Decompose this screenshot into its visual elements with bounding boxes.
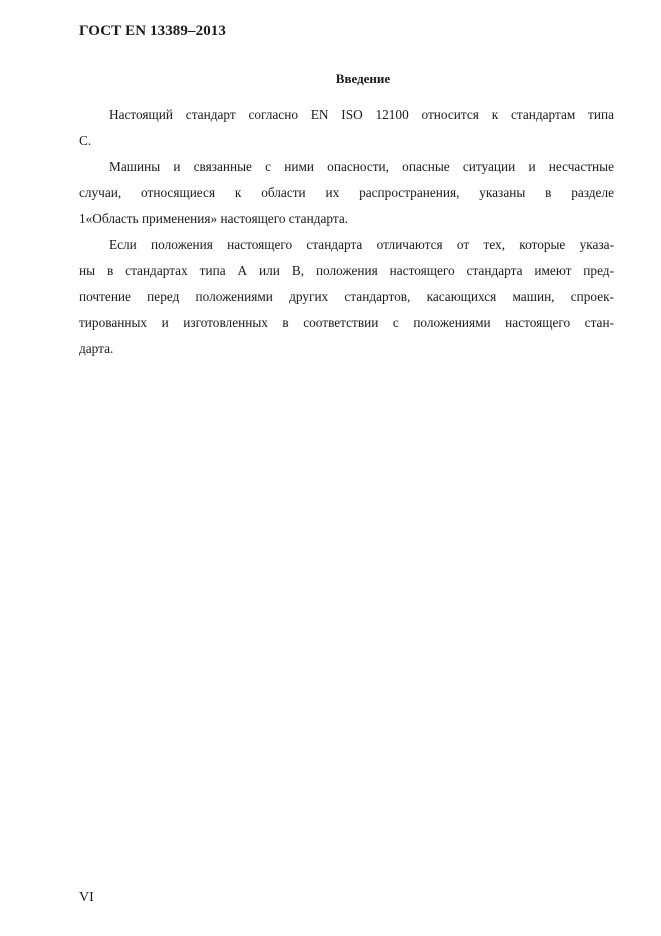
- paragraph-line: Если положения настоящего стандарта отличаются от тех, которые указа-: [109, 237, 614, 252]
- page-number: VI: [79, 890, 94, 905]
- paragraph-line: тированных и изготовленных в соответствии с положениями настоящего стан-: [79, 315, 614, 330]
- paragraph-line: Настоящий стандарт согласно EN ISO 12100 относится к стандартам типа: [109, 107, 614, 122]
- paragraph-line: Машины и связанные с ними опасности, опасные ситуации и несчастные: [109, 159, 614, 174]
- paragraph-line: С.: [79, 133, 92, 148]
- section-title: Введение: [335, 71, 391, 86]
- paragraph-line: 1«Область применения» настоящего стандарта.: [79, 211, 349, 226]
- paragraph-3: [79, 232, 614, 362]
- paragraph-1: [79, 102, 614, 154]
- document-header-title: ГОСТ EN 13389–2013: [79, 23, 226, 39]
- paragraph-line: почтение перед положениями других стандартов, касающихся машин, спроек-: [79, 289, 614, 304]
- paragraph-line: дарта.: [79, 341, 114, 356]
- paragraph-line: ны в стандартах типа А или В, положения настоящего стандарта имеют пред-: [79, 263, 614, 278]
- paragraph-2: [79, 154, 614, 232]
- paragraph-line: случаи, относящиеся к области их распространения, указаны в разделе: [79, 185, 614, 200]
- body-text: [79, 102, 614, 362]
